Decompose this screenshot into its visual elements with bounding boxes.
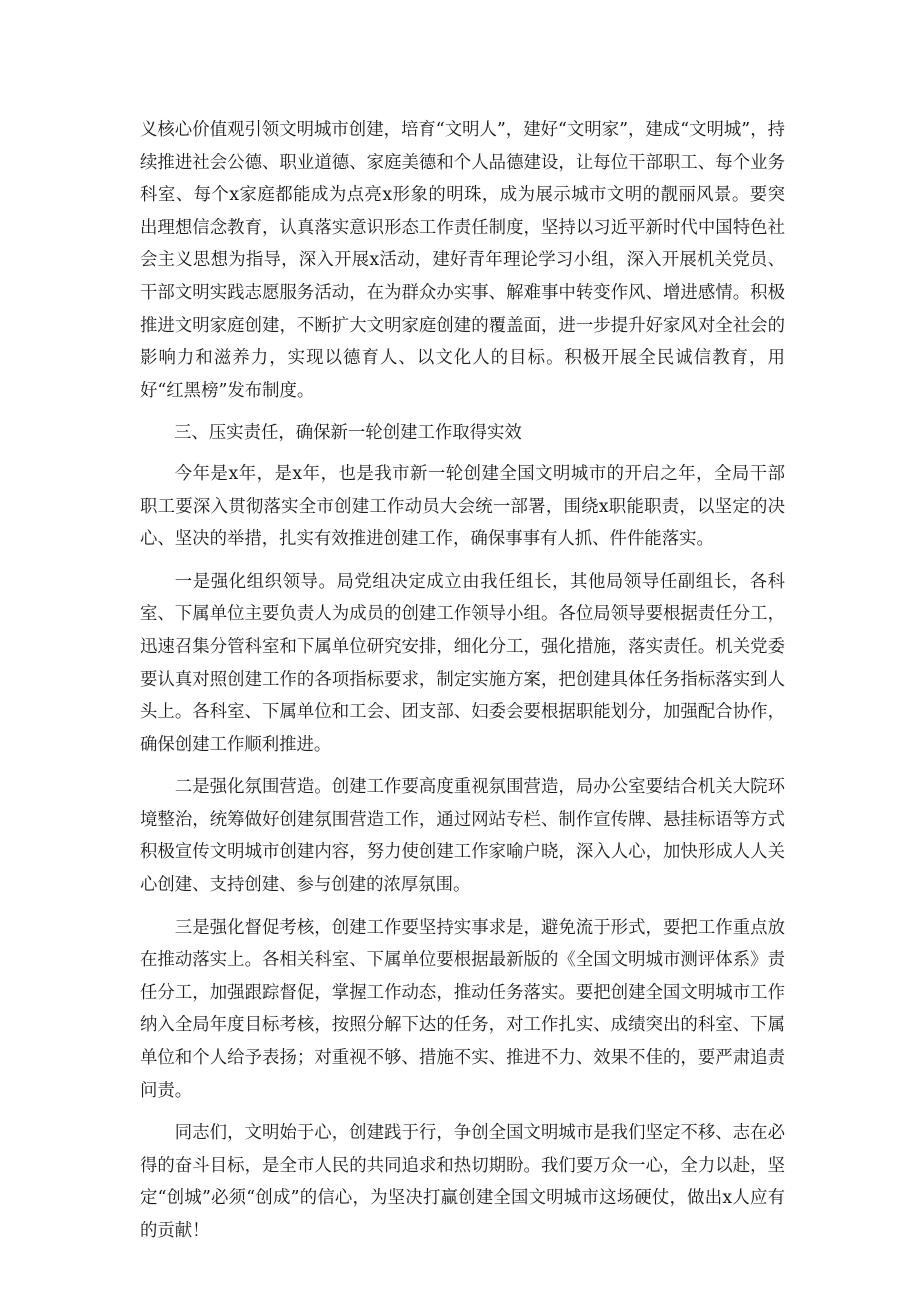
document-page [140, 114, 785, 1248]
paragraph-continued: 义核心价值观引领文明城市创建，培育“文明人”，建好“文明家”，建成“文明城”，持续推进社会公德、职业道德、家庭美德和个人品德建设，让每位干部职工、每个业务科室、每个x家庭都能成为点亮x形象的明珠，成为展示城市文明的靓丽风景。要突出理想信念教育，认真落实意识形态工作责任制度，坚持以习近平新时代中国特色社会主义思想为指导，深入开展x活动，建好青年理论学习小组，深入开展机关党员、干部文明实践志愿服务活动，在为群众办实事、解难事中转变作风、增进感情。积极推进文明家庭创建，不断扩大文明家庭创建的覆盖面，进一步提升好家风对全社会的影响力和滋养力，实现以德育人、以文化人的目标。积极开展全民诚信教育，用好“红黑榜”发布制度。 [140, 120, 785, 401]
paragraph-atmosphere: 二是强化氛围营造。创建工作要高度重视氛围营造，局办公室要结合机关大院环境整治，统筹做好创建氛围营造工作，通过网站专栏、制作宣传牌、悬挂标语等方式积极宣传文明城市创建内容，努力使创建工作家喻户晓，深入人心，加快形成人人关心创建、支持创建、参与创建的浓厚氛围。 [140, 777, 785, 896]
paragraph-intro: 今年是x年，是x年，也是我市新一轮创建全国文明城市的开启之年，全局干部职工要深入贯彻落实全市创建工作动员大会统一部署，围绕x职能职责，以坚定的决心、坚决的举措，扎实有效推进创建工作，确保事事有人抓、件件能落实。 [140, 463, 785, 550]
section-heading-3: 三、压实责任，确保新一轮创建工作取得实效 [174, 423, 522, 444]
paragraph-closing: 同志们，文明始于心，创建践于行，争创全国文明城市是我们坚定不移、志在必得的奋斗目标，是全市人民的共同追求和热切期盼。我们要万众一心，全力以赴，坚定“创城”必须“创成”的信心，为坚决打赢创建全国文明城市这场硬仗，做出x人应有的贡献！ [140, 1123, 785, 1241]
paragraph-assessment: 三是强化督促考核，创建工作要坚持实事求是，避免流于形式，要把工作重点放在推动落实上。各相关科室、下属单位要根据最新版的《全国文明城市测评体系》责任分工，加强跟踪督促，掌握工作动态，推动任务落实。要把创建全国文明城市工作纳入全局年度目标考核，按照分解下达的任务，对工作扎实、成绩突出的科室、下属单位和个人给予表扬；对重视不够、措施不实、推进不力、效果不佳的，要严肃追责问责。 [140, 917, 785, 1101]
paragraph-organization: 一是强化组织领导。局党组决定成立由我任组长，其他局领导任副组长，各科室、下属单位主要负责人为成员的创建工作领导小组。各位局领导要根据责任分工，迅速召集分管科室和下属单位研究安排，细化分工，强化措施，落实责任。机关党委要认真对照创建工作的各项指标要求，制定实施方案，把创建具体任务指标落实到人头上。各科室、下属单位和工会、团支部、妇委会要根据职能划分，加强配合协作，确保创建工作顺利推进。 [140, 571, 785, 755]
